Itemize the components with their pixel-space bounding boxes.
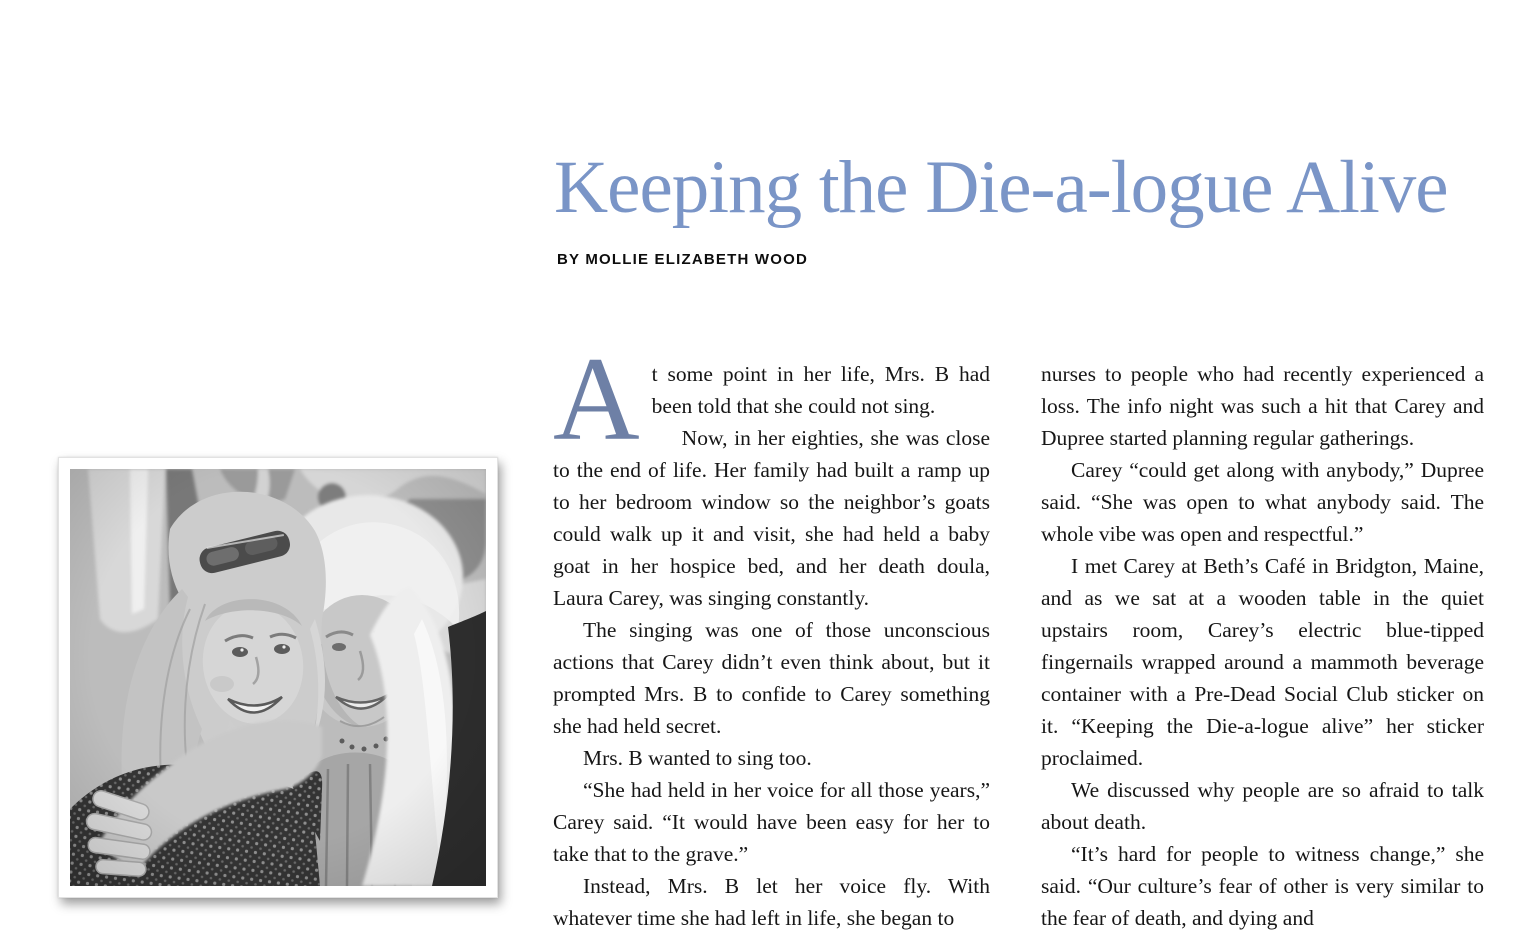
article-column-2 bbox=[1041, 358, 1484, 944]
paragraph: Carey “could get along with anybody,” Dupree said. “She was open to what anybody said. The whole vibe was open and respectful.” bbox=[1041, 458, 1484, 546]
paragraph: “It’s hard for people to witness change,” she said. “Our culture’s fear of other is very similar to the fear of death, and dying and bbox=[1041, 842, 1484, 930]
paragraph: nurses to people who had recently experienced a loss. The info night was such a hit that Carey and Dupree started planning regular gatherings. bbox=[1041, 362, 1484, 450]
paragraph bbox=[553, 358, 990, 465]
article-photo bbox=[70, 469, 486, 886]
page-title: Keeping the Die-a-logue Alive bbox=[554, 146, 1448, 229]
article-photo-frame bbox=[58, 457, 498, 898]
dropcap-letter: A bbox=[553, 358, 640, 465]
article-column-1 bbox=[553, 358, 990, 944]
paragraph: We discussed why people are so afraid to talk about death. bbox=[1041, 778, 1484, 834]
byline: BY MOLLIE ELIZABETH WOOD bbox=[557, 251, 809, 268]
paragraph: The singing was one of those unconscious actions that Carey didn’t even think about, but it prompted Mrs. B to confide to Carey something she had held secret. bbox=[553, 618, 990, 738]
paragraph: I met Carey at Beth’s Café in Bridgton, Maine, and as we sat at a wooden table in the quiet upstairs room, Carey’s electric blue-tipped fingernails wrapped around a mammoth beverage container with a Pre-Dead Social Club sticker on it. “Keeping the Die-a-logue alive” her sticker proclaimed. bbox=[1041, 554, 1484, 770]
paragraph-text: t some point in her life, Mrs. B had been told that she could not sing. bbox=[651, 362, 990, 418]
paragraph: Mrs. B wanted to sing too. bbox=[583, 746, 812, 770]
paragraph: Now, in her eighties, she was close to the end of life. Her family had built a ramp up to her bedroom window so the neighbor’s goats could walk up it and visit, she had held a baby goat in her hospice bed, and her death doula, Laura Carey, was singing constantly. bbox=[553, 426, 990, 610]
paragraph: “She had held in her voice for all those years,” Carey said. “It would have been easy for her to take that to the grave.” bbox=[553, 778, 990, 866]
paragraph: Instead, Mrs. B let her voice fly. With whatever time she had left in life, she began to bbox=[553, 874, 990, 930]
